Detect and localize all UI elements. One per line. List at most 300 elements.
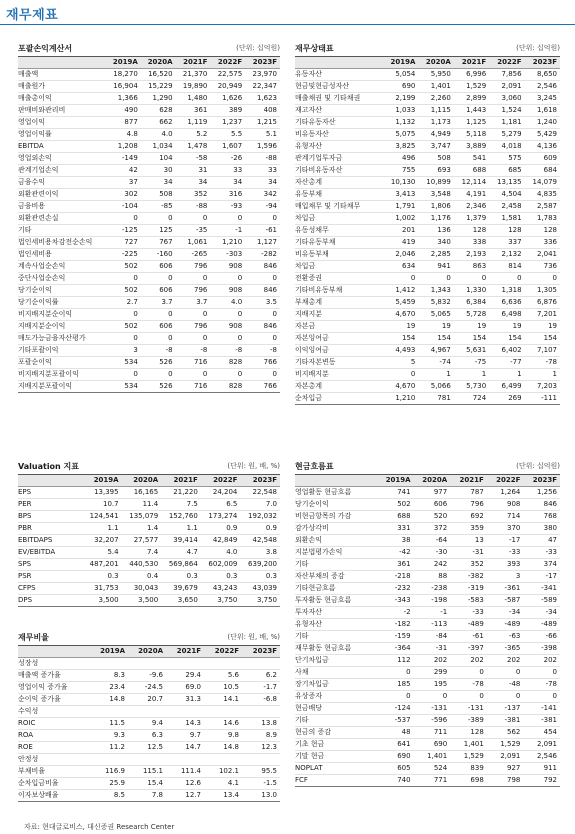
row-label: 부채비율 bbox=[18, 766, 90, 778]
cell-value: 24,204 bbox=[201, 487, 241, 499]
table-row bbox=[18, 730, 280, 742]
cell-value bbox=[128, 754, 166, 766]
section-unit: (단위: 십억원) bbox=[516, 44, 560, 52]
cell-value: 4,191 bbox=[454, 189, 489, 201]
cell-value: -361 bbox=[487, 583, 524, 595]
cell-value: -182 bbox=[377, 619, 414, 631]
cell-value: 6,996 bbox=[454, 69, 489, 81]
cell-value: 2,546 bbox=[523, 751, 560, 763]
row-label: FCF bbox=[295, 775, 377, 787]
cell-value: 5,066 bbox=[418, 381, 453, 393]
table-row bbox=[295, 105, 560, 117]
row-label: 당기순이익 bbox=[18, 285, 106, 297]
table-row bbox=[295, 607, 560, 619]
cell-value: 534 bbox=[106, 357, 141, 369]
cell-value: 21,220 bbox=[161, 487, 201, 499]
cell-value: 4,967 bbox=[418, 345, 453, 357]
cell-value: -381 bbox=[487, 715, 524, 727]
table-row bbox=[295, 703, 560, 715]
cell-value: -84 bbox=[414, 631, 451, 643]
cell-value: 3 bbox=[487, 571, 524, 583]
table-row bbox=[18, 129, 280, 141]
cell-value: -8 bbox=[176, 345, 211, 357]
cell-value: 1.1 bbox=[161, 523, 201, 535]
table-row bbox=[18, 141, 280, 153]
cell-value: 508 bbox=[141, 189, 176, 201]
cell-value: 112 bbox=[377, 655, 414, 667]
cell-value: -537 bbox=[377, 715, 414, 727]
cell-value: 4.1 bbox=[204, 778, 242, 790]
cell-value: 6.5 bbox=[201, 499, 241, 511]
cell-value: 15,229 bbox=[141, 81, 176, 93]
cell-value: 42 bbox=[106, 165, 141, 177]
cell-value: 766 bbox=[245, 357, 280, 369]
cell-value: 192,032 bbox=[240, 511, 280, 523]
row-label: 자본금 bbox=[295, 321, 383, 333]
table-row bbox=[18, 153, 280, 165]
cell-value: 202 bbox=[450, 655, 487, 667]
table-row bbox=[18, 754, 280, 766]
cell-value: 1,125 bbox=[454, 117, 489, 129]
table-row bbox=[295, 309, 560, 321]
table-row bbox=[295, 261, 560, 273]
cell-value: 8.3 bbox=[90, 670, 128, 682]
section-unit: (단위: 원, 배, %) bbox=[227, 462, 280, 470]
cell-value: 154 bbox=[418, 333, 453, 345]
cell-value: 38 bbox=[377, 535, 414, 547]
cell-value: 21,370 bbox=[176, 69, 211, 81]
table-row bbox=[295, 345, 560, 357]
column-header-year: 2023F bbox=[242, 646, 280, 658]
row-label: 비지배지분포괄이익 bbox=[18, 369, 106, 381]
cell-value: 0.3 bbox=[161, 571, 201, 583]
cell-value: 1,210 bbox=[383, 393, 418, 405]
row-label: 수익성 bbox=[18, 706, 90, 718]
cell-value: -389 bbox=[450, 715, 487, 727]
row-label: 비현금항목의 가감 bbox=[295, 511, 377, 523]
cell-value: -125 bbox=[106, 225, 141, 237]
cell-value: -31 bbox=[450, 547, 487, 559]
cell-value: 20.7 bbox=[128, 694, 166, 706]
cell-value bbox=[204, 706, 242, 718]
cell-value: 372 bbox=[414, 523, 451, 535]
table-row bbox=[18, 790, 280, 802]
cell-value: 1,401 bbox=[418, 81, 453, 93]
cell-value: 12,114 bbox=[454, 177, 489, 189]
cell-value bbox=[204, 754, 242, 766]
cell-value: -198 bbox=[414, 595, 451, 607]
cell-value: 5,832 bbox=[418, 297, 453, 309]
cell-value: 201 bbox=[383, 225, 418, 237]
cell-value: -74 bbox=[418, 357, 453, 369]
table-row bbox=[295, 117, 560, 129]
cell-value: 0 bbox=[141, 309, 176, 321]
cell-value: -8 bbox=[141, 345, 176, 357]
cell-value: 19 bbox=[418, 321, 453, 333]
table-row bbox=[295, 237, 560, 249]
cell-value: 741 bbox=[377, 487, 414, 499]
row-label: 재고자산 bbox=[295, 105, 383, 117]
cell-value: 1,607 bbox=[210, 141, 245, 153]
cell-value: 1,176 bbox=[418, 213, 453, 225]
cell-value: 1,119 bbox=[176, 117, 211, 129]
table-row bbox=[18, 261, 280, 273]
column-header-label bbox=[295, 57, 383, 69]
table-row bbox=[18, 345, 280, 357]
row-label: 유형자산 bbox=[295, 141, 383, 153]
row-label: 부채총계 bbox=[295, 297, 383, 309]
cell-value: -364 bbox=[377, 643, 414, 655]
cell-value: 3,500 bbox=[82, 595, 122, 607]
cell-value: 47 bbox=[523, 535, 560, 547]
cell-value: 154 bbox=[489, 333, 524, 345]
table-row bbox=[18, 225, 280, 237]
cell-value: 846 bbox=[245, 321, 280, 333]
cell-value: -64 bbox=[414, 535, 451, 547]
table-row bbox=[18, 381, 280, 393]
cell-value: 941 bbox=[418, 261, 453, 273]
cell-value: 43,039 bbox=[240, 583, 280, 595]
row-label: 기타 bbox=[18, 225, 106, 237]
column-header-year: 2021F bbox=[454, 57, 489, 69]
cell-value: 0 bbox=[141, 333, 176, 345]
cell-value: 13 bbox=[450, 535, 487, 547]
cell-value: 5,279 bbox=[489, 129, 524, 141]
cell-value: 152,760 bbox=[161, 511, 201, 523]
cell-value: 37 bbox=[106, 177, 141, 189]
cell-value: -218 bbox=[377, 571, 414, 583]
cell-value: -48 bbox=[487, 679, 524, 691]
cell-value: 336 bbox=[525, 237, 560, 249]
cell-value: 771 bbox=[414, 775, 451, 787]
table-row bbox=[295, 141, 560, 153]
cell-value: 23,970 bbox=[245, 69, 280, 81]
cell-value: 6,402 bbox=[489, 345, 524, 357]
balance-sheet-section bbox=[295, 43, 560, 405]
table-row bbox=[295, 499, 560, 511]
row-label: 순차입금비율 bbox=[18, 778, 90, 790]
table-row bbox=[295, 655, 560, 667]
cell-value: 380 bbox=[523, 523, 560, 535]
cell-value: 5,054 bbox=[383, 69, 418, 81]
column-header-year: 2019A bbox=[106, 57, 141, 69]
cell-value: 534 bbox=[106, 381, 141, 393]
cell-value: 727 bbox=[106, 237, 141, 249]
table-row bbox=[18, 535, 280, 547]
cell-value: 2,458 bbox=[489, 201, 524, 213]
cell-value: 711 bbox=[414, 727, 451, 739]
cell-value: 846 bbox=[245, 261, 280, 273]
cell-value: 20,949 bbox=[210, 81, 245, 93]
row-label: 중단사업순손익 bbox=[18, 273, 106, 285]
row-label: 유동자산 bbox=[295, 69, 383, 81]
cell-value: 14.6 bbox=[204, 718, 242, 730]
row-label: 매출액 증가율 bbox=[18, 670, 90, 682]
section-title: 재무상태표 bbox=[295, 44, 334, 53]
row-label: 장기차입금 bbox=[295, 679, 377, 691]
cell-value: 34 bbox=[141, 177, 176, 189]
cell-value: -88 bbox=[176, 201, 211, 213]
cell-value: 316 bbox=[210, 189, 245, 201]
cell-value: -63 bbox=[487, 631, 524, 643]
table-row bbox=[18, 297, 280, 309]
table-row bbox=[295, 643, 560, 655]
header-row bbox=[295, 57, 560, 69]
row-label: 기타 bbox=[295, 631, 377, 643]
cell-value: 3,889 bbox=[454, 141, 489, 153]
table-row bbox=[295, 369, 560, 381]
table-row bbox=[295, 393, 560, 405]
cell-value: 4,136 bbox=[525, 141, 560, 153]
row-label: 기타비유동자산 bbox=[295, 165, 383, 177]
cell-value: 352 bbox=[450, 559, 487, 571]
cell-value: 0 bbox=[383, 369, 418, 381]
table-row bbox=[18, 670, 280, 682]
cell-value: 11.2 bbox=[90, 742, 128, 754]
cell-value: 7.4 bbox=[122, 547, 162, 559]
cell-value: 1 bbox=[525, 369, 560, 381]
cell-value: 3,245 bbox=[525, 93, 560, 105]
row-label: 금융비용 bbox=[18, 201, 106, 213]
cell-value: 136 bbox=[418, 225, 453, 237]
cell-value: 502 bbox=[106, 285, 141, 297]
cell-value: 195 bbox=[414, 679, 451, 691]
row-label: 기타 bbox=[295, 715, 377, 727]
cell-value: 2,046 bbox=[383, 249, 418, 261]
cell-value: 4,670 bbox=[383, 381, 418, 393]
cell-value: 48 bbox=[377, 727, 414, 739]
cell-value: -137 bbox=[487, 703, 524, 715]
cell-value bbox=[242, 658, 280, 670]
cell-value: 3 bbox=[106, 345, 141, 357]
cell-value: 487,201 bbox=[82, 559, 122, 571]
cell-value: 716 bbox=[176, 381, 211, 393]
column-header-year: 2020A bbox=[141, 57, 176, 69]
cell-value: -124 bbox=[377, 703, 414, 715]
cell-value: -1.7 bbox=[242, 682, 280, 694]
cell-value: 2,199 bbox=[383, 93, 418, 105]
cell-value: 154 bbox=[383, 333, 418, 345]
cell-value bbox=[90, 706, 128, 718]
row-label: DPS bbox=[18, 595, 82, 607]
cash-flow-table bbox=[295, 474, 560, 787]
row-label: 자본총계 bbox=[295, 381, 383, 393]
cell-value: 0 bbox=[176, 213, 211, 225]
cell-value: 2,091 bbox=[523, 739, 560, 751]
cell-value: 1,127 bbox=[245, 237, 280, 249]
section-header bbox=[18, 461, 280, 474]
cell-value: 0 bbox=[377, 691, 414, 703]
cell-value: 104 bbox=[141, 153, 176, 165]
row-label: 매출원가 bbox=[18, 81, 106, 93]
cell-value: 2,346 bbox=[454, 201, 489, 213]
header-row bbox=[18, 57, 280, 69]
source-note: 자료: 현대글로비스, 대신증권 Research Center bbox=[24, 823, 175, 831]
cell-value: 19 bbox=[454, 321, 489, 333]
valuation-section bbox=[18, 461, 280, 607]
table-row bbox=[295, 165, 560, 177]
cell-value: 25.9 bbox=[90, 778, 128, 790]
cell-value: 19 bbox=[525, 321, 560, 333]
cell-value: 798 bbox=[487, 775, 524, 787]
cell-value: 1.4 bbox=[122, 523, 162, 535]
cell-value: 1,002 bbox=[383, 213, 418, 225]
cell-value: 5.4 bbox=[82, 547, 122, 559]
cell-value: 766 bbox=[245, 381, 280, 393]
cell-value: 2,899 bbox=[454, 93, 489, 105]
cell-value: 1,581 bbox=[489, 213, 524, 225]
cell-value: 569,864 bbox=[161, 559, 201, 571]
table-row bbox=[18, 523, 280, 535]
cell-value: 0.3 bbox=[201, 571, 241, 583]
cell-value: 1,237 bbox=[210, 117, 245, 129]
cell-value: 5,459 bbox=[383, 297, 418, 309]
table-row bbox=[295, 619, 560, 631]
cell-value: 4,949 bbox=[418, 129, 453, 141]
table-row bbox=[295, 487, 560, 499]
cell-value: 3,548 bbox=[418, 189, 453, 201]
cell-value: 908 bbox=[210, 261, 245, 273]
cell-value: 0 bbox=[523, 667, 560, 679]
cell-value: 128 bbox=[525, 225, 560, 237]
table-row bbox=[295, 177, 560, 189]
cell-value: -24.5 bbox=[128, 682, 166, 694]
column-header-label bbox=[295, 475, 377, 487]
cell-value: 31,753 bbox=[82, 583, 122, 595]
cell-value: 1,173 bbox=[418, 117, 453, 129]
cell-value: 361 bbox=[176, 105, 211, 117]
cell-value: 2.7 bbox=[106, 297, 141, 309]
cell-value: 1 bbox=[489, 369, 524, 381]
cell-value: -17 bbox=[523, 571, 560, 583]
table-row bbox=[18, 706, 280, 718]
cell-value: -282 bbox=[245, 249, 280, 261]
cell-value: 8.9 bbox=[242, 730, 280, 742]
section-unit: (단위: 원, 배, %) bbox=[227, 633, 280, 641]
section-title: Valuation 지표 bbox=[18, 462, 79, 471]
cell-value: 11.4 bbox=[122, 499, 162, 511]
row-label: 영업활동 현금흐름 bbox=[295, 487, 377, 499]
cell-value: 30,043 bbox=[122, 583, 162, 595]
cell-value: 29.4 bbox=[166, 670, 204, 682]
cell-value: 1,256 bbox=[523, 487, 560, 499]
cell-value: 7.0 bbox=[240, 499, 280, 511]
cell-value: 5 bbox=[383, 357, 418, 369]
row-label: 영업이익 bbox=[18, 117, 106, 129]
cell-value: -131 bbox=[414, 703, 451, 715]
cell-value: 33 bbox=[210, 165, 245, 177]
cell-value: -159 bbox=[377, 631, 414, 643]
table-row bbox=[295, 559, 560, 571]
cell-value: 3,747 bbox=[418, 141, 453, 153]
cell-value: 1,181 bbox=[489, 117, 524, 129]
cell-value: 4.8 bbox=[106, 129, 141, 141]
cell-value: 1,305 bbox=[525, 285, 560, 297]
row-label: 매입채무 및 기타채무 bbox=[295, 201, 383, 213]
cell-value: -149 bbox=[106, 153, 141, 165]
cell-value: 526 bbox=[141, 357, 176, 369]
column-header-year: 2023F bbox=[525, 57, 560, 69]
row-label: 관계기업투자금 bbox=[295, 153, 383, 165]
row-label: 당기순이익 bbox=[295, 499, 377, 511]
column-header-year: 2020A bbox=[418, 57, 453, 69]
cell-value bbox=[166, 658, 204, 670]
cell-value: 502 bbox=[377, 499, 414, 511]
cell-value: 154 bbox=[454, 333, 489, 345]
cell-value: 9.7 bbox=[166, 730, 204, 742]
cell-value: 43,243 bbox=[201, 583, 241, 595]
cell-value: -33 bbox=[450, 607, 487, 619]
table-row bbox=[295, 81, 560, 93]
cell-value: 768 bbox=[523, 511, 560, 523]
cell-value: 12.5 bbox=[128, 742, 166, 754]
cell-value: 781 bbox=[418, 393, 453, 405]
cell-value: -365 bbox=[487, 643, 524, 655]
cell-value: 5,728 bbox=[454, 309, 489, 321]
cell-value: -238 bbox=[414, 583, 451, 595]
cell-value: 299 bbox=[414, 667, 451, 679]
cell-value: 3.7 bbox=[141, 297, 176, 309]
cell-value: 0 bbox=[106, 213, 141, 225]
cell-value: 755 bbox=[383, 165, 418, 177]
row-label: 법인세비용차감전순손익 bbox=[18, 237, 106, 249]
cell-value bbox=[90, 658, 128, 670]
cell-value: 10,130 bbox=[383, 177, 418, 189]
cell-value: 628 bbox=[141, 105, 176, 117]
cell-value: 814 bbox=[489, 261, 524, 273]
cell-value: 14.8 bbox=[90, 694, 128, 706]
row-label: 법인세비용 bbox=[18, 249, 106, 261]
row-label: CFPS bbox=[18, 583, 82, 595]
cell-value: 767 bbox=[141, 237, 176, 249]
cell-value: 13.8 bbox=[242, 718, 280, 730]
cell-value: 6,636 bbox=[489, 297, 524, 309]
row-label: 자산총계 bbox=[295, 177, 383, 189]
cell-value: 846 bbox=[523, 499, 560, 511]
cell-value: 0 bbox=[176, 309, 211, 321]
cell-value: 908 bbox=[210, 321, 245, 333]
row-label: 전환증권 bbox=[295, 273, 383, 285]
table-row bbox=[18, 333, 280, 345]
cell-value: 641 bbox=[377, 739, 414, 751]
row-label: 유형자산 bbox=[295, 619, 377, 631]
row-label: 기타유동자산 bbox=[295, 117, 383, 129]
table-row bbox=[18, 742, 280, 754]
cell-value: 4,018 bbox=[489, 141, 524, 153]
cell-value: 202 bbox=[487, 655, 524, 667]
cell-value: 32,207 bbox=[82, 535, 122, 547]
cell-value: 5.5 bbox=[210, 129, 245, 141]
cell-value: 3.7 bbox=[176, 297, 211, 309]
table-row bbox=[18, 658, 280, 670]
cell-value: 508 bbox=[418, 153, 453, 165]
cell-value: 7.8 bbox=[128, 790, 166, 802]
cell-value: 27,577 bbox=[122, 535, 162, 547]
cell-value: -1 bbox=[414, 607, 451, 619]
row-label: 외환관련손실 bbox=[18, 213, 106, 225]
row-label: 자산부채의 증감 bbox=[295, 571, 377, 583]
cell-value: 34 bbox=[176, 177, 211, 189]
cell-value: 562 bbox=[487, 727, 524, 739]
cell-value: 374 bbox=[523, 559, 560, 571]
cell-value: 88 bbox=[414, 571, 451, 583]
cell-value: -343 bbox=[377, 595, 414, 607]
table-row bbox=[295, 225, 560, 237]
header-row bbox=[295, 475, 560, 487]
table-row bbox=[18, 93, 280, 105]
cell-value: 0 bbox=[106, 333, 141, 345]
cell-value: 0 bbox=[210, 213, 245, 225]
